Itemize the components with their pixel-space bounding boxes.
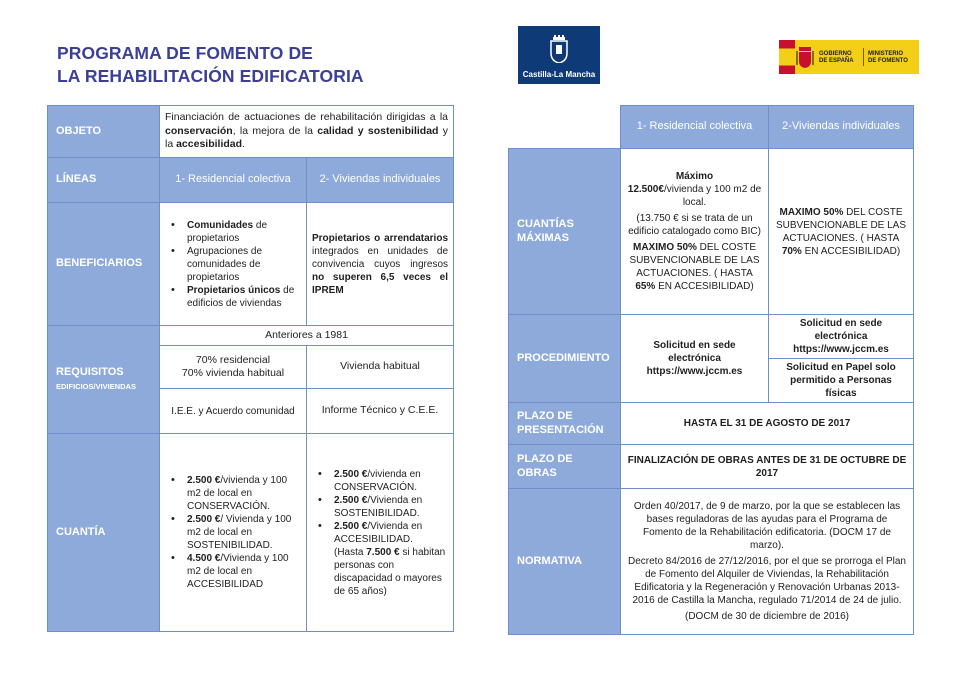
procedimiento-papel: Solicitud en Papel solo permitido a Personas físicas — [769, 359, 914, 403]
requisitos-residencial-porcentajes: 70% residencial 70% vivienda habitual — [160, 346, 307, 389]
list-item: • 2.500 €/Vivienda en SOSTENIBILIDAD. — [312, 494, 448, 520]
normativa-text: Orden 40/2017, de 9 de marzo, por la que se establecen las bases reguladoras de las ayudas para el Programa de Fomento de la Rehabilitación edificatoria. (DOCM 17 de marzo). Decreto 84/2016 de 27/12/2016, por el que se prorroga el Plan de Fomento del Alquiler de Viviendas, la Rehabilitación Edificatoria y la Regeneración y Renovación Urbanas 2013-2016 de Castilla la Mancha, regulado 71/2014 de 24 de julio. (DOCM de 30 de diciembre de 2016) — [621, 489, 914, 635]
castle-shield-icon — [549, 35, 569, 63]
logo-divider — [863, 48, 864, 66]
row-plazo-obras — [509, 445, 914, 489]
right-col-individuales: 2-Viviendas individuales — [769, 106, 914, 149]
requisitos-vivienda-habitual: Vivienda habitual — [307, 346, 454, 389]
gobierno-text: GOBIERNO DE ESPAÑA — [819, 51, 854, 64]
label-lineas: LÍNEAS — [48, 158, 160, 203]
label-requisitos: REQUISITOS EDIFICIOS/VIVIENDAS — [48, 326, 160, 434]
label-objeto: OBJETO — [48, 106, 160, 158]
row-cuantias-maximas — [509, 149, 914, 315]
title-line-2: LA REHABILITACIÓN EDIFICATORIA — [57, 66, 364, 86]
list-item: • Propietarios únicos de edificios de viviendas — [165, 284, 301, 310]
coat-of-arms-icon — [796, 45, 814, 69]
row-requisitos-1 — [48, 326, 454, 346]
label-beneficiarios: BENEFICIARIOS — [48, 203, 160, 326]
row-objeto — [48, 106, 454, 158]
beneficiarios-list — [165, 219, 301, 310]
requisitos-informe-tecnico: Informe Técnico y C.E.E. — [307, 389, 454, 434]
right-summary-table — [508, 105, 914, 635]
cuantia-individuales-list — [312, 468, 448, 546]
logo-clm-text: Castilla-La Mancha — [522, 70, 596, 79]
list-item: • 2.500 €/ Vivienda y 100 m2 de local en SOSTENIBILIDAD. — [165, 513, 301, 552]
cuantia-note: (Hasta 7.500 € si habitan personas con discapacidad o mayores de 65 años) — [334, 546, 446, 597]
title-line-1: PROGRAMA DE FOMENTO DE — [57, 43, 313, 63]
list-item: • 4.500 €/Vivienda y 100 m2 de local en ACCESIBILIDAD — [165, 552, 301, 591]
list-item: • 2.500 €/vivienda y 100 m2 de local en CONSERVACIÓN. — [165, 474, 301, 513]
ministerio-text: MINISTERIO DE FOMENTO — [868, 51, 908, 64]
cuantias-residencial: Máximo 12.500€/vivienda y 100 m2 de local. (13.750 € si se trata de un edificio catalogado como BIC) MAXIMO 50% DEL COSTE SUBVENCIONABLE DE LAS ACTUACIONES. ( HASTA 65% EN ACCESIBILIDAD) — [621, 149, 769, 315]
label-procedimiento: PROCEDIMIENTO — [509, 315, 621, 403]
row-cuantia — [48, 434, 454, 632]
page-title — [57, 42, 364, 88]
cuantia-individuales — [307, 434, 454, 632]
right-col-residencial: 1- Residencial colectiva — [621, 106, 769, 149]
row-normativa — [509, 489, 914, 635]
cuantia-residencial-list — [165, 474, 301, 591]
list-item: • 2.500 €/Vivienda en ACCESIBILIDAD. — [312, 520, 448, 546]
label-cuantia: CUANTÍA — [48, 434, 160, 632]
objeto-text: Financiación de actuaciones de rehabilitación dirigidas a la conservación, la mejora de la calidad y sostenibilidad y la accesibilidad. — [160, 106, 454, 158]
row-lineas — [48, 158, 454, 203]
label-plazo-presentacion: PLAZO DE PRESENTACIÓN — [509, 403, 621, 445]
procedimiento-residencial: Solicitud en sede electrónica https://www.jccm.es — [621, 315, 769, 403]
row-procedimiento-1 — [509, 315, 914, 359]
list-item: • Comunidades de propietarios — [165, 219, 301, 245]
gobierno-espana-logo — [779, 40, 919, 74]
procedimiento-sede-electronica: Solicitud en sede electrónica https://www.jccm.es — [769, 315, 914, 359]
plazo-presentacion-value: HASTA EL 31 DE AGOSTO DE 2017 — [621, 403, 914, 445]
lineas-col-residencial: 1- Residencial colectiva — [160, 158, 307, 203]
list-item: • 2.500 €/vivienda en CONSERVACIÓN. — [312, 468, 448, 494]
requisitos-iee: I.E.E. y Acuerdo comunidad — [160, 389, 307, 434]
spain-flag-icon — [779, 40, 795, 74]
cuantias-individuales: MAXIMO 50% DEL COSTE SUBVENCIONABLE DE LAS ACTUACIONES. ( HASTA 70% EN ACCESIBILIDAD) — [769, 149, 914, 315]
label-plazo-obras: PLAZO DE OBRAS — [509, 445, 621, 489]
beneficiarios-residencial — [160, 203, 307, 326]
list-item: • Agrupaciones de comunidades de propietarios — [165, 245, 301, 284]
row-right-header — [509, 106, 914, 149]
plazo-obras-value: FINALIZACIÓN DE OBRAS ANTES DE 31 DE OCTUBRE DE 2017 — [621, 445, 914, 489]
requisitos-anteriores: Anteriores a 1981 — [160, 326, 454, 346]
beneficiarios-individuales: Propietarios o arrendatarios integrados en unidades de convivencia cuyos ingresos no superen 6,5 veces el IPREM — [307, 203, 454, 326]
label-cuantias-maximas: CUANTÍAS MÁXIMAS — [509, 149, 621, 315]
row-beneficiarios — [48, 203, 454, 326]
cuantia-residencial — [160, 434, 307, 632]
label-normativa: NORMATIVA — [509, 489, 621, 635]
castilla-la-mancha-logo — [518, 26, 600, 84]
row-plazo-presentacion — [509, 403, 914, 445]
lineas-col-individuales: 2- Viviendas individuales — [307, 158, 454, 203]
corner-blank — [509, 106, 621, 149]
left-summary-table — [47, 105, 454, 632]
